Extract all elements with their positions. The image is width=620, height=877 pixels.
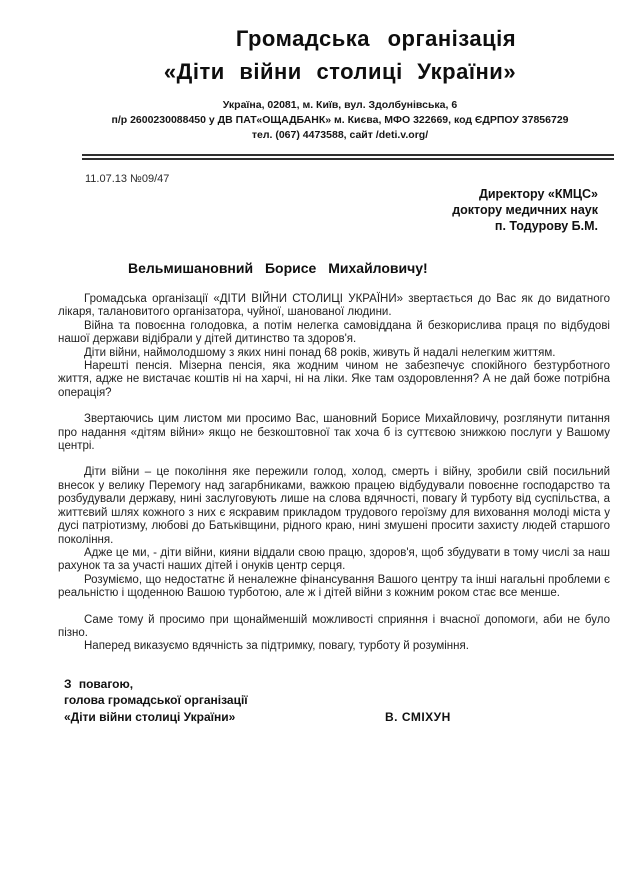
signature-closing: З повагою,: [64, 676, 134, 691]
org-address-line: Україна, 02081, м. Київ, вул. Здолбунівська, 6: [222, 99, 458, 111]
org-bank-line: п/р 2600230088450 у ДВ ПАТ«ОЩАДБАНК» м. Києва, МФО 322669, код ЄДРПОУ 37856729: [111, 114, 569, 126]
org-contact-line: тел. (067) 4473588, сайт /deti.v.org/: [251, 129, 429, 141]
paragraph: Розуміємо, що недостатнє й неналежне фінансування Вашого центру та інші нагальні проблеми є реальністю і щоденною Вашою турботою, але ж і дітей війни з кожним роком стає все менше.: [58, 573, 610, 600]
signature-org: «Діти війни столиці України»: [64, 709, 236, 724]
letterhead: [60, 0, 620, 143]
paragraph: Громадська організації «ДІТИ ВІЙНИ СТОЛИЦІ УКРАЇНИ» звертається до Вас як до видатного лікаря, талановитого організатора, чуйної, шанованої людини.: [58, 293, 610, 319]
paragraph: Звертаючись цим листом ми просимо Вас, шановний Борисе Михайловичу, розглянути питання про надання «дітям війни» якщо не безкоштовної так хоча б із суттєвою знижкою послуги у Вашому центрі.: [58, 413, 610, 453]
letterhead-divider-rule: [82, 154, 614, 160]
salutation: Вельмишановний Борисе Михайловичу!: [128, 260, 428, 276]
signature-org-line: [64, 709, 620, 726]
org-address-block: [60, 98, 620, 143]
paragraph: Саме тому й просимо при щонайменшій можливості сприяння і вчасної допомоги, аби не було пізно.: [58, 613, 610, 639]
paragraph: Діти війни – це покоління яке пережили голод, холод, смерть і війну, зробили свій посильний внесок у велику Перемогу над загарбниками, важкою працею відбудували повоєнне господарство та розбудували державу, нині заслуговують лише на слова вдячності, повагу й турботу від суспільства, а життєвий шлях кожного з них є яскравим прикладом трудового героїзму для виховання молоді міста у дусі патріотизму, любові до Батьківщини, рідного краю, нині змушені просити захисту людей старшого покоління.: [58, 466, 610, 546]
reference-number: 11.07.13 №09/47: [85, 173, 170, 185]
recipient-line-name: п. Тодурову Б.М.: [494, 219, 598, 233]
recipient-line-degree: доктору медичних наук: [452, 203, 598, 217]
signature-block: [64, 676, 620, 726]
org-name-title: «Діти війни столиці України»: [163, 59, 517, 84]
paragraph: Адже це ми, - діти війни, кияни віддали свою працю, здоров'я, щоб збудувати в тому числі за наш рахунок та за участі наших дітей і онуків центр серця.: [58, 546, 610, 573]
recipient-line-director: Директору «КМЦС»: [478, 187, 598, 201]
org-type-title: Громадська організація: [235, 26, 517, 51]
signature-role: голова громадської організації: [64, 693, 248, 708]
paragraph: Нарешті пенсія. Мізерна пенсія, яка жодним чином не забезпечує спокійного безтурботного життя, адже не вистачає коштів ні на харчі, ні на ліки. Яке там оздоровлення? А не дай боже потрібна операція?: [58, 360, 610, 399]
paragraph: Війна та повоєнна голодовка, а потім нелегка самовіддана й безкорислива праця по відбудові нашої держави відібрали у дітей дитинство та здоров'я.: [58, 319, 610, 346]
paragraph: Наперед виказуємо вдячність за підтримку, повагу, турботу й розуміння.: [84, 640, 469, 653]
signatory-name: В. СМІХУН: [385, 709, 451, 724]
paragraph: Діти війни, наймолодшому з яких нині понад 68 років, живуть й надалі нелегким життям.: [84, 346, 556, 359]
recipient-block: [0, 186, 620, 234]
letter-body: [58, 293, 610, 654]
